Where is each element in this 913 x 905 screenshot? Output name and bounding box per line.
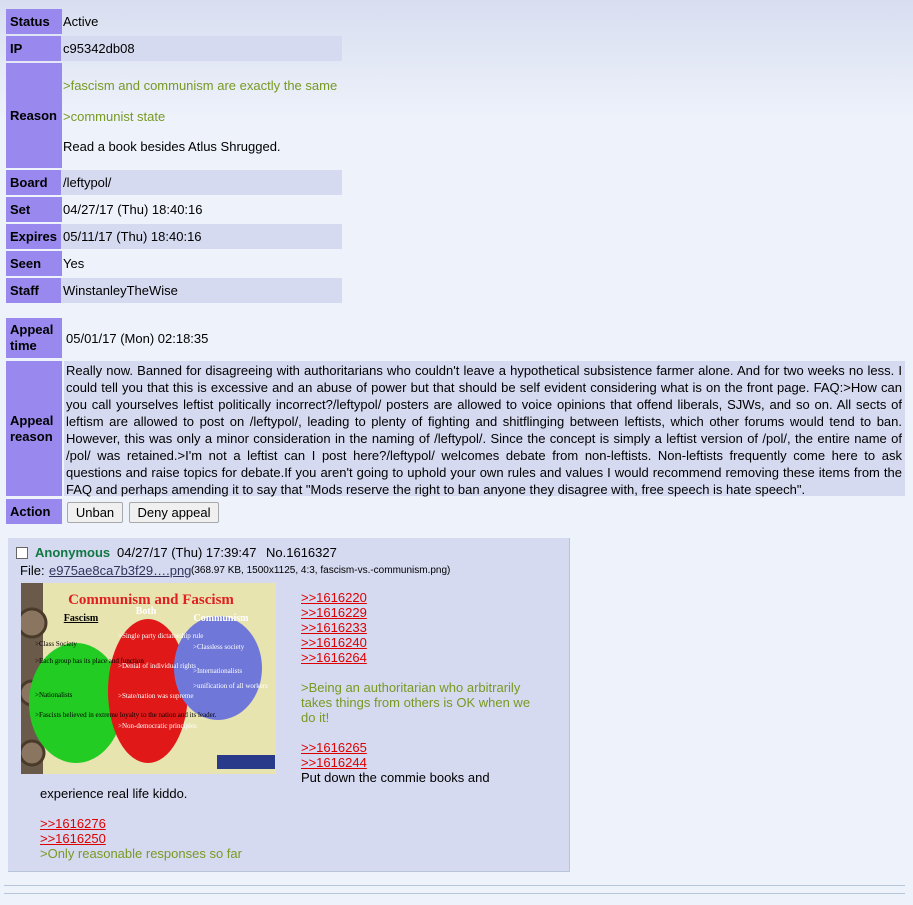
set-value: 04/27/17 (Thu) 18:40:16 — [63, 202, 203, 217]
seen-label: Seen — [6, 251, 62, 276]
post-text-line: Put down the commie books and — [301, 770, 490, 785]
reported-post — [8, 538, 570, 872]
file-link[interactable]: e975ae8ca7b3f29….png — [49, 563, 192, 578]
deny-appeal-button[interactable]: Deny appeal — [129, 502, 219, 523]
action-label: Action — [6, 499, 62, 524]
expires-label: Expires — [6, 224, 62, 249]
post-body-column — [301, 590, 541, 785]
file-info: (368.97 KB, 1500x1125, 4:3, fascism-vs.-communism.png) — [191, 565, 451, 576]
set-label: Set — [6, 197, 62, 222]
image-right-item-3: >unification of all workers — [193, 682, 268, 690]
reason-value — [61, 63, 351, 168]
status-label: Status — [6, 9, 62, 34]
board-value: /leftypol/ — [61, 170, 342, 195]
seen-value: Yes — [63, 256, 85, 271]
status-value: Active — [63, 14, 99, 29]
appeal-time-value: 05/01/17 (Mon) 02:18:35 — [66, 330, 209, 346]
image-title: Communism and Fascism — [68, 592, 234, 608]
post-text-line: experience real life kiddo. — [40, 786, 188, 801]
post-thumbnail[interactable] — [21, 583, 276, 774]
image-communism-heading: Communism — [193, 613, 249, 624]
image-both-heading: Both — [135, 606, 157, 617]
post-select-checkbox[interactable] — [16, 547, 28, 559]
ip-label: IP — [6, 36, 62, 61]
ip-value: c95342db08 — [61, 36, 342, 61]
reason-line-1: >fascism and communism are exactly the same — [63, 78, 338, 93]
quote-link[interactable]: >>1616276 — [40, 816, 106, 831]
appeal-time-label: Appeal time — [6, 318, 62, 358]
post-datetime: 04/27/17 (Thu) 17:39:47 — [117, 545, 257, 560]
image-left-item-1: >Class Society — [35, 640, 77, 648]
quote-link[interactable]: >>1616250 — [40, 831, 106, 846]
divider — [4, 885, 905, 886]
quote-link[interactable]: >>1616240 — [301, 635, 367, 650]
image-left-item-2: >Each group has its place and function — [35, 657, 144, 665]
appeal-reason-value: Really now. Banned for disagreeing with authoritarians who couldn't leave a hypothetical subsistence farmer alone. And for two weeks no less. I could tell you that this is excessive and an abuse of power but that should be self evident considering what is on the front page. FAQ:>How can you call yourselves leftist politically incorrect?/leftypol/ posters are allowed to voice opinions that offend liberals, SJWs, and so on. All sects of leftism are allowed to post on /leftypol/, leading to plenty of fighting and shitflinging between leftists, which other forums would tend to ban. However, this was only a minor consideration in the naming of /leftypol/. Since the concept is simply a leftist version of /pol/, the entire name of /pol/ was retained.>I'm not a leftist can I post here?/leftypol/ welcomes debate from non-leftists. Non-leftists frequently come here to ask questions and raise topics for debate.If you aren't going to uphold your own rules and values I would recommend removing these items from the FAQ and perhaps amending it to say that "Mods reserve the right to ban anyone they disagree with, free speech is hate speech". — [64, 361, 905, 496]
reason-line-3: Read a book besides Atlus Shrugged. — [63, 139, 281, 154]
post-greentext: >Only reasonable responses so far — [40, 846, 242, 861]
image-right-item-2: >Internationalists — [193, 667, 243, 675]
expires-value: 05/11/17 (Thu) 18:40:16 — [61, 224, 342, 249]
image-right-item-1: >Classless society — [193, 643, 245, 651]
image-mid-item-4: >Non-democratic principles — [118, 722, 197, 730]
poster-name: Anonymous — [35, 545, 111, 560]
reason-line-2: >communist state — [63, 109, 166, 124]
board-label: Board — [6, 170, 62, 195]
staff-label: Staff — [6, 278, 62, 303]
image-left-item-3: >Nationalists — [35, 691, 73, 699]
unban-button[interactable]: Unban — [67, 502, 123, 523]
quote-link[interactable]: >>1616264 — [301, 650, 367, 665]
image-mid-item-2: >Denial of individual rights — [118, 662, 197, 670]
quote-link[interactable]: >>1616229 — [301, 605, 367, 620]
divider — [4, 893, 905, 894]
post-greentext: >Being an authoritarian who arbitrarily takes things from others is OK when we do it! — [301, 680, 531, 725]
image-mid-item-1: >Single party dictatorship rule — [118, 632, 204, 640]
reason-label: Reason — [6, 63, 62, 168]
quote-link[interactable]: >>1616265 — [301, 740, 367, 755]
quote-link[interactable]: >>1616220 — [301, 590, 367, 605]
image-left-item-4: >Fascists believed in extreme loyalty to the nation and its leader. — [35, 711, 217, 719]
quote-link[interactable]: >>1616244 — [301, 755, 367, 770]
quote-link[interactable]: >>1616233 — [301, 620, 367, 635]
post-body-lower — [40, 786, 440, 861]
image-mid-item-3: >State/nation was supreme — [118, 692, 194, 700]
appeal-reason-label: Appeal reason — [6, 361, 62, 496]
post-number[interactable]: No.1616327 — [266, 545, 337, 560]
file-label: File: — [20, 563, 45, 578]
image-fascism-heading: Fascism — [63, 613, 99, 624]
staff-value: WinstanleyTheWise — [61, 278, 342, 303]
